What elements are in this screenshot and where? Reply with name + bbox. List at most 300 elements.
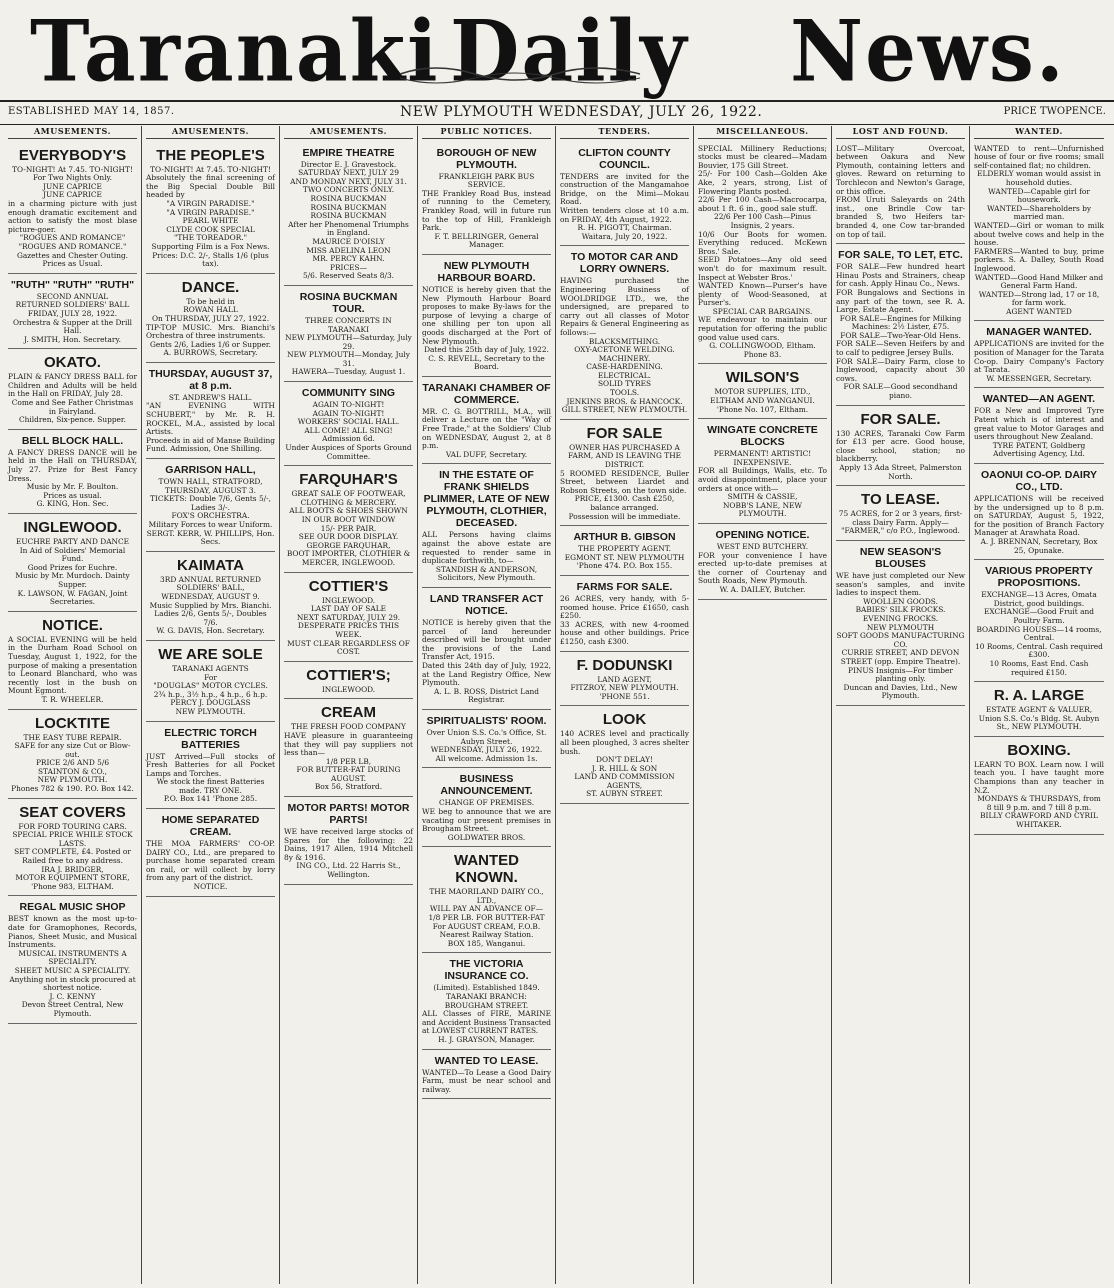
ad-text-line: J. R. HILL & SON bbox=[591, 763, 658, 773]
ad-text-line: THREE CONCERTS IN TARANAKI bbox=[305, 315, 392, 334]
ad-title: BOXING. bbox=[1007, 741, 1071, 759]
ad-title: EVERYBODY'S bbox=[18, 146, 127, 164]
ad-title: WILSON'S bbox=[725, 369, 800, 387]
ad-text-line: EXCHANGE—Good Fruit and Poultry Farm. bbox=[983, 607, 1094, 625]
ad-text-line: VAL DUFF, Secretary. bbox=[445, 449, 528, 459]
ad-text-line: Children, Six-pence. Supper. bbox=[18, 415, 126, 425]
advertisement bbox=[560, 142, 689, 247]
ad-title: THE VICTORIA INSURANCE CO. bbox=[444, 958, 529, 983]
ad-title: WINGATE CONCRETE BLOCKS bbox=[707, 424, 818, 449]
ad-text-line: Good Prizes for Euchre. bbox=[27, 562, 118, 572]
ad-text-line: T. R. WHEELER. bbox=[41, 694, 104, 704]
ad-text-line: MR. C. G. BOTTRILL, M.A., will deliver a Lecture on the "Way of Free Trade," at the Soldiers' Club on WEDNESDAY, August 2, at 8 p.m. bbox=[422, 406, 551, 451]
ad-text-line: JUNE CAPRICE bbox=[43, 190, 102, 200]
ad-title: FOR SALE. bbox=[860, 410, 941, 428]
ad-text-line: SET COMPLETE, £4. Posted or Railed free to any address. bbox=[14, 847, 131, 866]
ad-text-line: WANTED to rent—Unfurnished house of four or five rooms; small self-contained flat; no children. bbox=[974, 143, 1104, 170]
ad-text-line: TICKETS: Double 7/6, Gents 5/-, Ladies 3/-. bbox=[150, 494, 271, 512]
ad-title: KAIMATA bbox=[177, 556, 244, 574]
ad-text-line: WANTED—Shareholders by married man. bbox=[986, 203, 1092, 222]
ad-text-line: ELDERLY woman would assist in household duties. bbox=[977, 169, 1101, 187]
column-heading: MISCELLANEOUS. bbox=[698, 126, 827, 139]
ad-text-line: EGMONT ST. NEW PLYMOUTH bbox=[564, 552, 685, 562]
ad-text-line: "DOUGLAS" MOTOR CYCLES. bbox=[153, 681, 268, 691]
advertisement bbox=[146, 459, 275, 552]
ad-text-line: NEW PLYMOUTH—Monday, July 31. bbox=[287, 350, 410, 368]
advertisement bbox=[698, 142, 827, 365]
ad-text-line: FROM Uruti Saleyards on 24th inst., one Brindle Cow tar-branded S, two Heifers tar-branded 4, one Cow tar-branded on top of tail. bbox=[836, 195, 965, 239]
ad-text-line: 'Phone 474. P.O. Box 155. bbox=[576, 561, 673, 571]
ad-text-line: MISS ADELINA LEON bbox=[306, 245, 391, 255]
ad-text-line: 140 ACRES level and practically all been ploughed, 3 acres shelter bush. bbox=[560, 729, 689, 756]
ad-text-line: WANTED—Good Hand Milker and General Farm Hand. bbox=[974, 272, 1104, 291]
ad-text-line: Anything not in stock procured at shortest notice. bbox=[9, 974, 136, 993]
ad-text-line: IRA J. BRIDGER, bbox=[41, 864, 104, 874]
ad-text-line: Union S.S. Co.'s Bldg. St. Aubyn St., NEW PLYMOUTH. bbox=[978, 713, 1100, 732]
ad-text-line: (Limited). Established 1849. bbox=[433, 983, 540, 993]
ad-text-line: ROSINA BUCKMAN bbox=[310, 202, 387, 212]
ad-text-line: WEST END BUTCHERY. bbox=[716, 541, 809, 551]
advertisement bbox=[8, 430, 137, 514]
ad-text-line: For AUGUST CREAM, F.O.B. Nearest Railway Station. bbox=[432, 921, 541, 940]
ad-text-line: R. H. PIGOTT, Chairman. bbox=[577, 223, 672, 233]
ad-text-line: LEARN TO BOX. Learn now. I will teach you. I have taught more Champions than any teacher in N.Z. bbox=[974, 759, 1104, 795]
ad-title: COTTIER'S; bbox=[306, 666, 391, 684]
ad-text-line: STANDISH & ANDERSON, Solicitors, New Plymouth. bbox=[435, 564, 538, 583]
ad-title: NEW PLYMOUTH HARBOUR BOARD. bbox=[437, 259, 536, 284]
ad-title: SEAT COVERS bbox=[19, 803, 126, 821]
ad-text-line: A. BURROWS, Secretary. bbox=[163, 348, 258, 358]
column-7 bbox=[832, 126, 970, 1284]
ad-text-line: MUST CLEAR REGARDLESS OF COST. bbox=[287, 638, 410, 657]
ad-text-line: H. J. GRAYSON, Manager. bbox=[438, 1035, 535, 1044]
advertisement bbox=[422, 1050, 551, 1100]
advertisement bbox=[146, 641, 275, 722]
advertisement bbox=[422, 588, 551, 710]
advertisement bbox=[422, 377, 551, 465]
ad-text-line: Prices: D.C. 2/-, Stalls 1/6 (plus tax). bbox=[152, 250, 269, 269]
advertisement bbox=[8, 514, 137, 612]
ad-text-line: Written tenders close at 10 a.m. on FRIDAY, 4th August, 1922. bbox=[560, 205, 689, 224]
advertisement bbox=[8, 799, 137, 897]
ad-text-line: F. T. BELLRINGER, General Manager. bbox=[434, 231, 539, 250]
ad-text-line: 25/- For 100 Cash—Golden Ake Ake, 2 years, strong, List of Flowering Plants posted. bbox=[698, 169, 827, 196]
ad-text-line: JUST Arrived—Full stocks of Fresh Batteries for all Pocket Lamps and Torches. bbox=[146, 751, 275, 778]
ad-title: TARANAKI CHAMBER OF COMMERCE. bbox=[422, 381, 551, 406]
ad-text-line: Prices as Usual. bbox=[42, 259, 103, 269]
ad-text-line: FOR BUTTER-FAT DURING AUGUST. bbox=[296, 765, 401, 783]
ad-text-line: 'Phone 983, ELTHAM. bbox=[31, 881, 114, 891]
ad-text-line: WANTED Known—Purser's have plenty of Wood-Seasoned, at Purser's. bbox=[698, 281, 827, 308]
column-6 bbox=[694, 126, 832, 1284]
issue-price: PRICE TWOPENCE. bbox=[1003, 106, 1106, 117]
advertisement bbox=[836, 406, 965, 487]
ad-text-line: After her Phenomenal Triumphs in England. bbox=[288, 219, 409, 238]
ad-title: VARIOUS PROPERTY PROPOSITIONS. bbox=[985, 565, 1093, 590]
ad-text-line: SECOND ANNUAL bbox=[36, 291, 109, 301]
ad-text-line: TO-NIGHT! At 7.45. TO-NIGHT! bbox=[150, 164, 271, 174]
ad-text-line: MUSICAL INSTRUMENTS A SPECIALITY. bbox=[18, 948, 127, 967]
ad-text-line: TARANAKI BRANCH: BROUGHAM STREET. bbox=[444, 992, 529, 1010]
advertisement bbox=[8, 349, 137, 430]
ad-text-line: FOR FORD TOURING CARS. bbox=[18, 821, 127, 831]
ad-text-line: OWNER HAS PURCHASED A FARM, AND IS LEAVING THE DISTRICT. bbox=[567, 442, 682, 470]
ad-text-line: FOR SALE—Seven Heifers by and to calf to pedigree Jersey Bulls. bbox=[836, 339, 965, 358]
advertisement bbox=[8, 896, 137, 1023]
ad-text-line: in a charming picture with just enough dramatic excitement and action to satisfy the most blase picture-goer. bbox=[8, 198, 137, 234]
ad-title: FARQUHAR'S bbox=[299, 471, 398, 489]
ad-text-line: DON'T DELAY! bbox=[596, 755, 653, 765]
ad-text-line: K. LAWSON, W. FAGAN, Joint Secretaries. bbox=[17, 588, 128, 607]
ad-title: GARRISON HALL, bbox=[165, 464, 256, 477]
ad-text-line: ALL Persons having claims against the above estate are requested to render same in duplicate forthwith, to— bbox=[422, 530, 551, 566]
ad-text-line: Supporting Film is a Fox News. bbox=[151, 241, 270, 251]
ad-text-line: FOR SALE—Dairy Farm, close to Inglewood, capacity about 30 cows. bbox=[836, 356, 965, 383]
ad-title: THURSDAY, AUGUST 37, at 8 p.m. bbox=[148, 367, 273, 392]
ad-title: OAONUI CO-OP. DAIRY CO., LTD. bbox=[980, 469, 1098, 493]
masthead-ornament-icon bbox=[395, 60, 645, 88]
ad-text-line: AND MONDAY NEXT, JULY 31. bbox=[290, 176, 407, 186]
ad-text-line: 22/6 Per 100 Cash—Pinus Insignis, 2 years. bbox=[714, 212, 811, 230]
ad-text-line: ROSINA BUCKMAN bbox=[310, 211, 387, 221]
ad-text-line: PRICE, £1300. Cash £250, balance arranged. bbox=[574, 494, 675, 512]
ad-text-line: FARMERS—Wanted to buy, prime porkers. S. A. Dalley, South Road Inglewood. bbox=[974, 246, 1104, 273]
column-4 bbox=[418, 126, 556, 1284]
advertisement bbox=[146, 274, 275, 363]
ad-text-line: "ROGUES AND ROMANCE." bbox=[18, 241, 127, 251]
advertisement bbox=[146, 363, 275, 459]
masthead-word-daily: Daily bbox=[450, 1, 689, 101]
advertisement bbox=[284, 797, 413, 885]
ad-title: TO MOTOR CAR AND LORRY OWNERS. bbox=[570, 251, 679, 276]
ad-text-line: SOLID TYRES bbox=[597, 379, 652, 389]
advertisement bbox=[836, 541, 965, 706]
ad-text-line: Phones 782 & 190. P.O. Box 142. bbox=[11, 784, 134, 794]
ad-text-line: DESPERATE PRICES THIS WEEK. bbox=[297, 621, 400, 639]
ad-text-line: TWO CONCERTS ONLY. bbox=[302, 185, 395, 195]
advertisement bbox=[284, 286, 413, 382]
ad-text-line: SPECIAL CAR BARGAINS. bbox=[712, 306, 813, 316]
advertisement bbox=[974, 560, 1104, 682]
advertisement bbox=[698, 364, 827, 419]
advertisement bbox=[146, 722, 275, 810]
ad-text-line: NOTICE. bbox=[193, 882, 228, 892]
ad-text-line: WE beg to announce that we are vacating our present premises in Brougham Street. bbox=[422, 806, 551, 834]
advertisement bbox=[698, 419, 827, 524]
advertisement bbox=[422, 768, 551, 847]
ad-text-line: BOX 185, Wanganui. bbox=[447, 938, 526, 948]
ad-text-line: FRIDAY, JULY 28, 1922. bbox=[27, 308, 118, 318]
ad-text-line: FOX'S ORCHESTRA. bbox=[171, 511, 250, 521]
ad-text-line: PRICE 2/6 AND 5/6 bbox=[35, 758, 110, 768]
ad-text-line: GILL STREET, NEW PLYMOUTH. bbox=[561, 405, 688, 415]
ad-text-line: A FANCY DRESS DANCE will be held in the Hall on THURSDAY, July 27. Prize for Best Fancy Dress. bbox=[8, 447, 137, 483]
ad-text-line: ALL BOOTS & SHOES SHOWN IN OUR BOOT WINDOW bbox=[289, 506, 408, 524]
ad-title: WANTED KNOWN. bbox=[454, 852, 519, 887]
ad-text-line: 130 ACRES, Taranaki Cow Farm for £13 per acre. Good house, close school, station; no blackberry. bbox=[836, 428, 965, 464]
masthead bbox=[0, 0, 1114, 100]
ad-text-line: FOR SALE—Few hundred heart Hinau Posts and Strainers, cheap for cash. Apply Hinau Co., News. bbox=[836, 262, 965, 289]
column-heading: PUBLIC NOTICES. bbox=[422, 126, 551, 139]
ad-text-line: GREAT SALE OF FOOTWEAR, CLOTHING & MERCERY. bbox=[291, 489, 406, 507]
ad-text-line: Director E. J. Gravestock. bbox=[300, 159, 397, 169]
ad-text-line: THE MOA FARMERS' CO-OP. DAIRY CO., Ltd., are prepared to purchase home separated cream on rail, or will collect by lorry from any part of the district. bbox=[146, 839, 275, 883]
ad-text-line: 10 Rooms, East End. Cash required £150. bbox=[989, 658, 1089, 677]
ad-text-line: PINUS Insignis—For timber planting only. bbox=[848, 665, 953, 684]
column-5 bbox=[556, 126, 694, 1284]
ad-title: HOME SEPARATED CREAM. bbox=[161, 814, 260, 839]
advertisement bbox=[146, 552, 275, 641]
ad-text-line: ELECTRICAL. bbox=[597, 370, 651, 380]
ad-text-line: BLACKSMITHING. bbox=[588, 336, 661, 346]
ad-text-line: ST. ANDREW'S HALL. bbox=[168, 392, 253, 402]
ad-text-line: LAST DAY OF SALE bbox=[310, 604, 387, 614]
ad-text-line: LAND AGENT, bbox=[597, 674, 652, 684]
ad-text-line: WE endeavour to maintain our reputation for offering the public good value used cars. bbox=[698, 315, 827, 342]
ad-text-line: 33 ACRES, with new 4-roomed house and other buildings. Price £1250, cash £300. bbox=[560, 619, 689, 646]
advertisement bbox=[560, 576, 689, 652]
ad-text-line: THE MAORILAND DAIRY CO., LTD., bbox=[429, 887, 544, 905]
ad-text-line: EVENING FROCKS. bbox=[862, 613, 939, 623]
ad-text-line: 2¾ h.p., 3½ h.p., 4 h.p., 6 h.p. bbox=[153, 689, 268, 699]
advertisement bbox=[146, 809, 275, 897]
ad-text-line: APPLICATIONS will be received by the undersigned up to 8 p.m. on SATURDAY, August 5, 1922, for the position of Branch Factory Manager at Arawhata Road. bbox=[974, 494, 1104, 538]
advertisement bbox=[422, 255, 551, 377]
ad-text-line: SHEET MUSIC A SPECIALITY. bbox=[14, 965, 131, 975]
ad-text-line: Admission 6d. bbox=[322, 434, 375, 444]
masthead-word-news: News. bbox=[790, 1, 1066, 101]
ad-text-line: MAURICE D'OISLY bbox=[312, 236, 385, 246]
ad-text-line: Possession will be immediate. bbox=[568, 511, 681, 521]
ad-text-line: NOTICE is hereby given that the New Plymouth Harbour Board proposes to make By-laws for the purpose of levying a charge of one shilling per ton upon all goods discharged at the Port of New Plymouth. bbox=[422, 284, 551, 346]
ad-text-line: "A VIRGIN PARADISE." bbox=[166, 207, 255, 217]
ad-text-line: WANTED—Girl or woman to milk about twelve cows and help in the house. bbox=[974, 220, 1104, 248]
ad-text-line: A SOCIAL EVENING will be held in the Durham Road School on Tuesday, August 1, 1922, for the purpose of making a presentation to Leonard Blanchard, who was recently lost in the bush on Mount Egmont. bbox=[8, 634, 137, 696]
ad-text-line: Devon Street Central, New Plymouth. bbox=[21, 1000, 124, 1018]
established-date: ESTABLISHED MAY 14, 1857. bbox=[8, 106, 175, 117]
ad-text-line: FOR SALE—Good secondhand piano. bbox=[843, 382, 958, 401]
ad-text-line: Gents 2/6, Ladies 1/6 or Supper. bbox=[150, 339, 271, 349]
ad-text-line: W. MESSENGER, Secretary. bbox=[986, 373, 1092, 383]
ad-text-line: THE PROPERTY AGENT. bbox=[578, 544, 671, 554]
ad-text-line: THURSDAY, AUGUST 3. bbox=[165, 485, 256, 495]
ad-text-line: MOTOR EQUIPMENT STORE, bbox=[15, 873, 130, 883]
ad-text-line: WE have received large stocks of Spares for the following: 22 Dains, 1917 Allen, 1914 Mitchell 8y & 1916. bbox=[284, 827, 413, 862]
advertisement bbox=[284, 573, 413, 662]
ad-text-line: Over Union S.S. Co.'s Office, St. Aubyn Street. bbox=[426, 727, 547, 746]
ad-text-line: ING CO., Ltd. 22 Harris St., Wellington. bbox=[296, 861, 401, 880]
advertisement bbox=[422, 142, 551, 255]
column-heading: WANTED. bbox=[974, 126, 1104, 139]
ad-text-line: RETURNED SOLDIERS' BALL bbox=[15, 300, 130, 310]
ad-text-line: ALL COME! ALL SING! bbox=[304, 425, 393, 435]
ad-text-line: Box 56, Stratford. bbox=[314, 782, 383, 792]
ad-text-line: 15/- PER PAIR. bbox=[320, 523, 377, 533]
ad-text-line: TENDERS are invited for the construction of the Mangamahoe Bridge, on the Mimi—Mokau Road. bbox=[560, 171, 689, 207]
ad-text-line: BEST known as the most up-to-date for Gramophones, Records, Pianos, Sheet Music, and Musical Instruments. bbox=[8, 914, 137, 950]
ad-text-line: LAND AND COMMISSION AGENTS, bbox=[574, 772, 675, 790]
ad-text-line: GOLDWATER BROS. bbox=[447, 832, 526, 842]
ad-title: FARMS FOR SALE. bbox=[576, 580, 673, 593]
masthead-word-taranaki: Taranaki bbox=[30, 1, 440, 101]
ad-text-line: 1/8 PER LB, bbox=[325, 756, 372, 766]
ad-title: SPIRITUALISTS' ROOM. bbox=[426, 714, 547, 727]
ad-title: LAND TRANSFER ACT NOTICE. bbox=[429, 593, 544, 617]
ad-text-line: P.O. Box 141 'Phone 285. bbox=[163, 794, 258, 804]
ad-text-line: SOFT GOODS MANUFACTURING CO. bbox=[836, 631, 965, 649]
ad-text-line: FOR your convenience I have erected up-to-date premises at the corner of Courtenay and South Roads, New Plymouth. bbox=[698, 550, 827, 586]
ad-title: WE ARE SOLE bbox=[158, 645, 263, 663]
ad-text-line: "ROGUES AND ROMANCE" bbox=[19, 233, 126, 243]
ad-text-line: 26 ACRES, very handy, with 5-roomed house. Price £1650, cash £250. bbox=[560, 593, 689, 621]
ad-text-line: C. S. REVELL, Secretary to the Board. bbox=[428, 353, 545, 372]
advertisement bbox=[422, 710, 551, 768]
ad-text-line: NEW PLYMOUTH bbox=[866, 622, 935, 632]
ad-title: ARTHUR B. GIBSON bbox=[573, 531, 676, 544]
ad-text-line: CASE-HARDENING. bbox=[586, 362, 663, 372]
ad-text-line: G. COLLINGWOOD, Eltham. Phone 83. bbox=[709, 341, 816, 359]
ad-text-line: 5/6. Reserved Seats 8/3. bbox=[302, 271, 395, 281]
advertisement bbox=[560, 652, 689, 707]
advertisement bbox=[284, 142, 413, 286]
ad-title: ELECTRIC TORCH BATTERIES bbox=[164, 726, 257, 751]
ad-text-line: WANTED—Strong lad, 17 or 18, for farm work. bbox=[978, 289, 1100, 308]
ad-text-line: ESTATE AGENT & VALUER, bbox=[985, 705, 1093, 715]
ad-text-line: 10 Rooms, Central. Cash required £300. bbox=[975, 641, 1103, 660]
ad-title: BOROUGH OF NEW PLYMOUTH. bbox=[436, 146, 537, 171]
ad-text-line: A. J. BRENNAN, Secretary, Box 25, Opunake. bbox=[980, 536, 1098, 555]
advertisement bbox=[560, 420, 689, 526]
ad-title: MOTOR PARTS! MOTOR PARTS! bbox=[287, 802, 410, 827]
column-1 bbox=[4, 126, 142, 1284]
ad-text-line: FRANKLEIGH PARK BUS SERVICE. bbox=[438, 171, 535, 190]
ad-text-line: TIP-TOP MUSIC. Mrs. Bianchi's Orchestra of three instruments. bbox=[146, 322, 275, 341]
ad-text-line: "AN EVENING WITH SCHUBERT," by Mr. R. H. ROCKEL, M.A., assisted by local Artists. bbox=[146, 401, 275, 437]
column-heading: AMUSEMENTS. bbox=[146, 126, 275, 139]
ad-text-line: 75 ACRES, for 2 or 3 years, first-class Dairy Farm. Apply— bbox=[838, 509, 963, 527]
advertisement bbox=[8, 274, 137, 350]
ad-text-line: PLAIN & FANCY DRESS BALL for Children and Adults will be held in the Hall on FRIDAY, July 28. bbox=[8, 372, 137, 399]
ad-text-line: J. C. KENNY bbox=[49, 991, 96, 1001]
ad-text-line: WOOLLEN GOODS. bbox=[863, 596, 938, 606]
ad-text-line: THE FRESH FOOD COMPANY bbox=[291, 722, 406, 732]
ad-text-line: On THURSDAY, JULY 27, 1922. bbox=[151, 313, 270, 323]
ad-text-line: LOST—Military Overcoat, between Oakura and New Plymouth, containing letters and gloves. Reward on returning to Torchlecon and Newton's Garage, or this office. bbox=[836, 143, 965, 196]
ad-title: TO LEASE. bbox=[861, 491, 940, 509]
ad-title: INGLEWOOD. bbox=[23, 519, 122, 536]
ad-text-line: 1/8 PER LB. FOR BUTTER-FAT bbox=[428, 913, 545, 923]
ad-title: MANAGER WANTED. bbox=[986, 326, 1092, 339]
ad-text-line: NEW PLYMOUTH. bbox=[175, 706, 246, 716]
ad-text-line: APPLICATIONS are invited for the position of Manager for the Tarata Co-op. Dairy Company's Factory at Tarata. bbox=[974, 339, 1104, 375]
ad-text-line: TARANAKI AGENTS bbox=[172, 663, 249, 673]
advertisement bbox=[836, 486, 965, 541]
advertisement bbox=[422, 464, 551, 588]
ad-text-line: For Two Nights Only. bbox=[32, 173, 112, 183]
ad-text-line: EUCHRE PARTY AND DANCE bbox=[15, 537, 130, 546]
ad-text-line: SPECIAL Millinery Reductions; stocks must be cleared—Madam Bouvier, 175 Gill Street. bbox=[698, 143, 827, 170]
ad-title: THE PEOPLE'S bbox=[156, 146, 265, 164]
ad-text-line: NEW PLYMOUTH—Saturday, July 29. bbox=[285, 333, 412, 351]
advertisement bbox=[974, 464, 1104, 560]
ad-text-line: INGLEWOOD. bbox=[321, 684, 376, 694]
ad-title: R. A. LARGE bbox=[993, 687, 1085, 705]
ad-text-line: NOTICE is hereby given that the parcel of land hereunder described will be brought under the provisions of the Land Transfer Act, 1915. bbox=[422, 618, 551, 662]
advertisement bbox=[284, 699, 413, 797]
ad-text-line: AGAIN TO-NIGHT! bbox=[312, 400, 385, 410]
ad-title: CLIFTON COUNTY COUNCIL. bbox=[578, 146, 671, 171]
ad-text-line: BOARDING HOUSES—14 rooms, Central. bbox=[976, 624, 1102, 643]
ad-text-line: 3RD ANNUAL RETURNED SOLDIERS' BALL, bbox=[160, 574, 261, 593]
ad-text-line: CLYDE COOK SPECIAL bbox=[166, 224, 255, 234]
ad-text-line: GEORGE FARQUHAR, bbox=[306, 540, 391, 550]
ad-text-line: CHANGE OF PREMISES. bbox=[438, 798, 535, 808]
ad-text-line: Duncan and Davies, Ltd., New Plymouth. bbox=[843, 682, 958, 701]
ad-text-line: Waitara, July 20, 1922. bbox=[581, 231, 668, 241]
ad-text-line: TYRE PATENT, Goldberg Advertising Agency, Ltd. bbox=[992, 440, 1086, 459]
ad-text-line: WILL PAY AN ADVANCE OF— bbox=[429, 904, 544, 914]
ad-text-line: Ladies 2/6, Gents 5/-, Doubles 7/6. bbox=[154, 609, 267, 627]
ad-text-line: SPECIAL PRICE WHILE STOCK LASTS. bbox=[12, 830, 133, 848]
ad-text-line: PERMANENT! ARTISTIC! INEXPENSIVE. bbox=[713, 449, 812, 467]
ad-text-line: Prices as usual. bbox=[43, 490, 102, 500]
ad-text-line: J. SMITH, Hon. Secretary. bbox=[24, 334, 121, 344]
ad-text-line: TOWN HALL, STRATFORD, bbox=[158, 477, 263, 487]
ad-text-line: TOOLS. bbox=[609, 388, 640, 398]
ad-text-line: MR. PERCY KAHN. bbox=[312, 254, 385, 264]
ad-text-line: FOR all Buildings, Walls, etc. To avoid disappointment, place your orders at once with— bbox=[698, 466, 827, 493]
ad-text-line: For bbox=[204, 672, 217, 682]
ad-text-line: In Aid of Soldiers' Memorial Fund. bbox=[19, 545, 126, 564]
ad-text-line: W. A. DAILEY, Butcher. bbox=[719, 584, 806, 594]
ad-text-line: MOTOR SUPPLIES, LTD., bbox=[714, 387, 811, 397]
ad-text-line: "A VIRGIN PARADISE." bbox=[166, 198, 255, 208]
ad-text-line: WEDNESDAY, JULY 26, 1922. bbox=[430, 745, 543, 755]
advertisement bbox=[8, 612, 137, 710]
ad-title: CREAM bbox=[321, 704, 376, 722]
ad-text-line: Dated this 24th day of July, 1922, at the Land Registry Office, New Plymouth. bbox=[422, 660, 551, 688]
column-heading: TENDERS. bbox=[560, 126, 689, 139]
column-heading: AMUSEMENTS. bbox=[284, 126, 413, 139]
ad-title: WANTED—AN AGENT. bbox=[982, 393, 1096, 406]
column-8 bbox=[970, 126, 1108, 1284]
ad-title: F. DODUNSKI bbox=[576, 656, 673, 674]
ad-title: "RUTH" "RUTH" "RUTH" bbox=[10, 278, 135, 291]
ad-text-line: ROSINA BUCKMAN bbox=[310, 193, 387, 203]
ad-text-line: Apply 13 Ada Street, Palmerston North. bbox=[839, 463, 962, 481]
ad-text-line: 22/6 Per 100 Cash—Macrocarpa, about 1 ft. 6 in., good sale stuff. bbox=[698, 195, 827, 213]
ad-text-line: THE EASY TUBE REPAIR. bbox=[23, 732, 122, 742]
ad-text-line: INGLEWOOD. bbox=[321, 595, 376, 605]
ad-text-line: To be held in bbox=[186, 296, 235, 306]
ad-title: IN THE ESTATE OF FRANK SHIELDS PLIMMER, LATE OF NEW PLYMOUTH, CLOTHIER, DECEASED. bbox=[423, 469, 550, 530]
ad-text-line: SEED Potatoes—Any old seed won't do for maximum result. Inspect at Webster Bros.' bbox=[698, 255, 827, 282]
advertisement bbox=[422, 847, 551, 953]
ad-text-line: NEW PLYMOUTH. bbox=[37, 775, 108, 785]
ad-text-line: NEXT SATURDAY, JULY 29. bbox=[296, 612, 401, 622]
ad-text-line: 10/6 Our Boots for women. Everything reduced. McKewn Bros.' Sale. bbox=[698, 229, 827, 256]
ad-title: BELL BLOCK HALL. bbox=[21, 434, 124, 447]
advertisement bbox=[560, 706, 689, 804]
ad-title: EMPIRE THEATRE bbox=[302, 146, 395, 159]
ad-title: OKATO. bbox=[44, 354, 101, 372]
ad-text-line: SERGT. KERR, W. PHILLIPS, Hon. Secs. bbox=[146, 528, 275, 547]
ad-text-line: 'Phone No. 107, Eltham. bbox=[716, 404, 809, 414]
ad-text-line: THE Frankley Road Bus, instead of running to the Cemetery, Frankley Road, will in future run to the top of Hill, Frankleigh Park. bbox=[422, 188, 551, 233]
ad-text-line: JENKINS BROS. & HANCOCK. bbox=[566, 396, 683, 406]
ad-text-line: FITZROY, NEW PLYMOUTH. bbox=[570, 683, 679, 693]
ad-title: LOOK bbox=[602, 711, 647, 729]
